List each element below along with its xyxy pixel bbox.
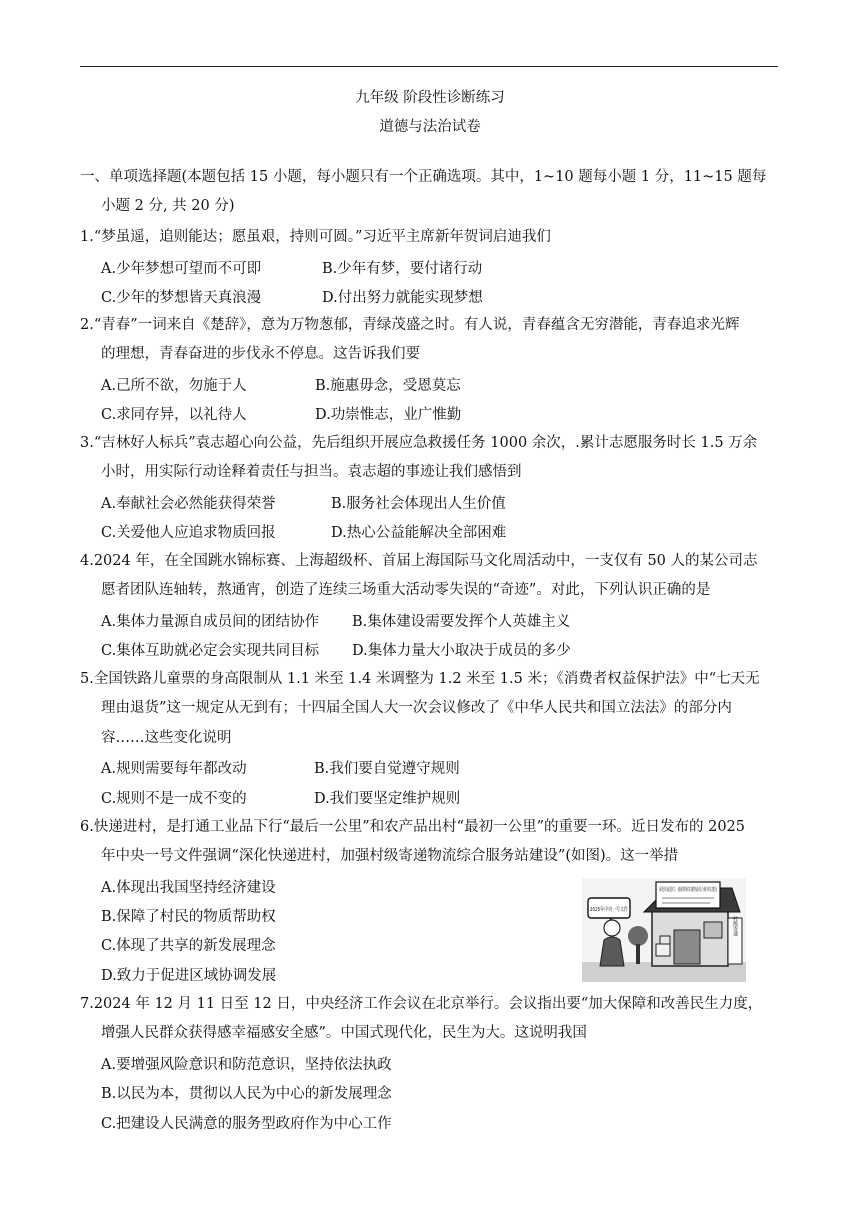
- policy-badge-text: 2025年中央一号文件: [590, 907, 642, 913]
- cartoon-figure: [582, 878, 774, 982]
- notice-board: [656, 882, 774, 908]
- station-door: [674, 930, 700, 964]
- question-stem: 3.“吉林好人标兵”袁志超心向公益，先后组织开展应急救援任务 1000 余次，.累计志愿服务时长 1.5 万余: [80, 435, 758, 451]
- option-a: A.己所不欲，勿施于人: [101, 378, 247, 394]
- section-heading-cont: 小题 2 分, 共 20 分): [101, 198, 235, 214]
- option-c: C.少年的梦想皆天真浪漫: [101, 290, 262, 306]
- question-stem: 7.2024 年 12 月 11 日至 12 日，中央经济工作会议在北京举行。会议指出要“加大保障和改善民生力度，: [80, 996, 763, 1012]
- option-c: C.求同存异，以礼待人: [101, 407, 247, 423]
- question-stem: 1.“梦虽遥，追则能达；愿虽艰，持则可圆。”习近平主席新年贺词启迪我们: [80, 229, 551, 245]
- option-b: B.我们要自觉遵守规则: [314, 761, 460, 777]
- exam-grade-title: 九年级 阶段性诊断练习: [355, 90, 505, 106]
- option-b: B.以民为本，贯彻以人民为中心的新发展理念: [101, 1086, 392, 1102]
- option-b: B.少年有梦，要付诸行动: [322, 261, 483, 277]
- question-stem: 6.快递进村，是打通工业品下行“最后一公里”和农产品出村“最初一公里”的重要一环。近日发布的 2025: [80, 819, 745, 835]
- station-window: [704, 922, 722, 938]
- question-stem: 2.“青春”一词来自《楚辞》，意为万物葱郁，青绿茂盛之时。有人说，青春蕴含无穷潜能，青春追求光辉: [80, 317, 740, 333]
- tree-trunk: [636, 944, 640, 964]
- top-rule: [80, 66, 778, 67]
- option-b: B.保障了村民的物质帮助权: [101, 909, 276, 925]
- option-a: A.规则需要每年都改动: [101, 761, 247, 777]
- exam-subject-title: 道德与法治试卷: [379, 119, 481, 135]
- option-d: D.我们要坚定维护规则: [314, 791, 461, 807]
- question-stem-cont: 理由退货”这一规定从无到有；十四届全国人大一次会议修改了《中华人民共和国立法法》的部分内: [101, 700, 732, 716]
- option-a: A.少年梦想可望而不可即: [101, 261, 262, 277]
- option-c: C.体现了共享的新发展理念: [101, 938, 276, 954]
- option-d: D.致力于促进区域协调发展: [101, 968, 277, 984]
- question-stem-cont: 增强人民群众获得感幸福感安全感”。中国式现代化，民生为大。这说明我国: [101, 1025, 587, 1041]
- option-d: D.付出努力就能实现梦想: [322, 290, 483, 306]
- option-d: D.集体力量大小取决于成员的多少: [352, 643, 571, 659]
- question-stem-cont: 小时，用实际行动诠释着责任与担当。袁志超的事迹让我们感悟到: [101, 464, 522, 480]
- question-stem-cont: 容……这些变化说明: [101, 730, 232, 746]
- tree-canopy: [628, 926, 648, 946]
- option-b: B.服务社会体现出人生价值: [331, 496, 506, 512]
- person-body: [600, 937, 624, 966]
- option-a: A.集体力量源自成员间的团结协作: [101, 614, 320, 630]
- option-b: B.施惠毋念，受恩莫忘: [315, 378, 461, 394]
- option-c: C.关爱他人应追求物质回报: [101, 525, 276, 541]
- question-stem: 4.2024 年，在全国跳水锦标赛、上海超级杯、首届上海国际马文化周活动中，一支仅有 50 人的某公司志: [80, 553, 758, 569]
- vertical-sign-text: 村级寄递: [732, 916, 738, 936]
- person-head: [604, 920, 620, 936]
- option-d: D.功崇惟志，业广惟勤: [315, 407, 462, 423]
- question-stem: 5.全国铁路儿童票的身高限制从 1.1 米至 1.4 米调整为 1.2 米至 1.5 米；《消费者权益保护法》中“七天无: [80, 671, 760, 687]
- question-stem-cont: 愿者团队连轴转，熬通宵，创造了连续三场重大活动零失误的“奇迹”。对此，下列认识正确的是: [101, 582, 711, 598]
- notice-text-1: 深化快递进村，加强村级寄递物流综合服务站建设: [659, 887, 774, 893]
- package-box: [660, 936, 670, 944]
- option-a: A.体现出我国坚持经济建设: [101, 880, 276, 896]
- package-box: [656, 944, 670, 956]
- option-a: A.奉献社会必然能获得荣誉: [101, 496, 276, 512]
- option-d: D.热心公益能解决全部困难: [331, 525, 507, 541]
- option-c: C.集体互助就必定会实现共同目标: [101, 643, 320, 659]
- question-stem-cont: 的理想，青春奋进的步伐永不停息。这告诉我们要: [101, 346, 420, 362]
- option-c: C.规则不是一成不变的: [101, 791, 247, 807]
- option-a: A.要增强风险意识和防范意识，坚持依法执政: [101, 1057, 392, 1073]
- section-heading: 一、单项选择题(本题包括 15 小题，每小题只有一个正确选项。其中，1~10 题每小题 1 分，11~15 题每: [80, 169, 767, 185]
- question-stem-cont: 年中央一号文件强调“深化快递进村，加强村级寄递物流综合服务站建设”(如图)。这一举措: [101, 848, 679, 864]
- option-b: B.集体建设需要发挥个人英雄主义: [352, 614, 571, 630]
- option-c: C.把建设人民满意的服务型政府作为中心工作: [101, 1116, 392, 1132]
